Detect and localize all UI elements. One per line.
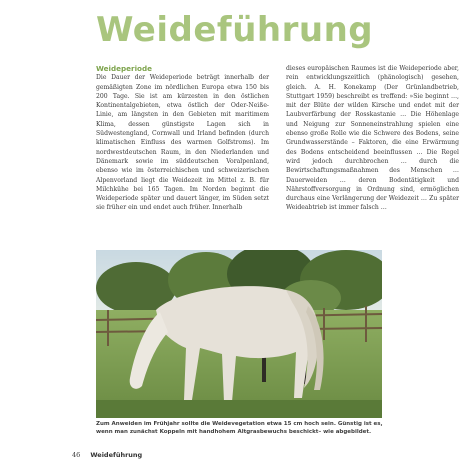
right-text-column	[286, 64, 459, 213]
page-title: Weideführung	[96, 10, 374, 50]
photo-caption: Zum Anweiden im Frühjahr sollte die Weidevegetation etwa 15 cm hoch sein. Günstig ist es, wenn man zunächst Koppeln mit handhohem Altgrasbewuchs beschickt– wie abgebildet.	[96, 421, 383, 435]
foreground-grass-tufts	[96, 400, 382, 418]
page-footer	[72, 451, 142, 459]
section-heading: Weideperiode	[96, 64, 153, 73]
body-text-left: Die Dauer der Weideperiode beträgt innerhalb der gemäßigten Zone im nördlichen Europa etwa 150 bis 200 Tage. Sie ist am kürzesten in den östlichen Kontinentalgebieten, etwa östlich der Oder-Neiße-Linie, am längsten in den Gebieten mit maritimem Klima, dessen günstigste Lagen sich in Südwestengland, Cornwall und Irland befinden (durch klimatischen Einfluss des warmen Golfstroms). Im nordwestdeutschen Raum, in den Niederlanden und Dänemark sowie im süddeutschen Voralpenland, ebenso wie im österreichischen und schweizerischen Alpenvorland liegt die Weidezeit im Mittel z. B. für Milchkühe bei 165 Tagen. Im Norden beginnt die Weideperiode später und dauert länger, im Süden setzt sie früher ein und endet auch früher. Innerhalb	[96, 74, 269, 212]
running-title: Weideführung	[90, 451, 143, 459]
body-text-right: dieses europäischen Raumes ist die Weideperiode aber, rein entwicklungszeitlich (phänologisch) gesehen, gleich. A. H. Konekamp (Der Grünlandbetrieb, Stuttgart 1959) beschreibt es treffend: »Sie beginnt …, mit der Blüte der wilden Kirsche und endet mit der Laubverfärbung der Rosskastanie … Die Höhenlage und Neigung zur Sonneneinstrahlung spielen eine ebenso große Rolle wie die Schwere des Bodens, seine Grundwasserstände – Faktoren, die eine Erwärmung des Bodens entscheidend beeinflussen … Die Regel wird jedoch durchbrochen … durch die Bewirtschaftungsmaßnahmen des Menschen … Dauerweiden … deren Bodentätigkeit und Nährstoffversorgung in Ordnung sind, ermöglichen durchaus eine Verlängerung der Weidezeit … Zu später Weideabtrieb ist immer falsch …	[286, 65, 459, 212]
left-text-column	[96, 64, 269, 213]
horse-photo	[96, 250, 382, 418]
page-number: 46	[72, 451, 81, 459]
horse-photo-illustration	[96, 250, 382, 418]
